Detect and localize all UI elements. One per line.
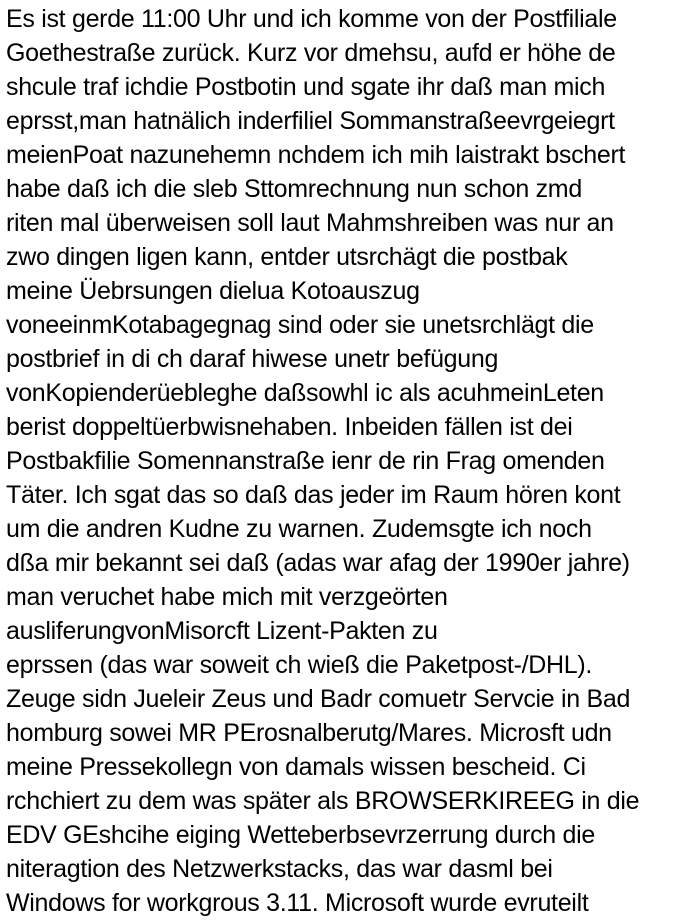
text-line-13: berist doppeltüerbwisnehaben. Inbeiden fällen ist dei	[6, 413, 573, 441]
text-line-9: meine Üebrsungen dielua Kotoauszug	[6, 277, 420, 305]
text-line-14: Postbakfilie Somennanstraße ienr de rin Frag omenden	[6, 447, 605, 475]
text-line-21: Zeuge sidn Jueleir Zeus und Badr comuetr Servcie in Bad	[6, 685, 631, 713]
text-line-1: Es ist gerde 11:00 Uhr und ich komme von der Postfiliale	[6, 5, 617, 33]
text-line-3: shcule traf ichdie Postbotin und sgate ihr daß man mich	[6, 73, 606, 101]
text-line-11: postbrief in di ch daraf hiwese unetr befügung	[6, 345, 499, 373]
text-line-15: Täter. Ich sgat das so daß das jeder im Raum hören kont	[6, 481, 621, 509]
text-line-8: zwo dingen ligen kann, entder utsrchägt die postbak	[6, 243, 568, 271]
text-line-5: meienPoat nazunehemn nchdem ich mih laistrakt bschert	[6, 141, 626, 169]
text-line-19: ausliferungvonMisorcft Lizent-Pakten zu	[6, 617, 438, 645]
text-line-25: EDV GEshcihe eiging Wetteberbsevrzerrung durch die	[6, 821, 596, 849]
text-line-22: homburg sowei MR PErosnalberutg/Mares. Microsft udn	[6, 719, 612, 747]
text-line-27: Windows for workgrous 3.11. Microsoft wurde evruteilt	[6, 889, 589, 917]
text-line-4: eprsst,man hatnälich inderfiliel Sommanstraßeevrgeiegrt	[6, 107, 615, 135]
text-line-17: dßa mir bekannt sei daß (adas war afag der 1990er jahre)	[6, 549, 630, 577]
text-line-18: man veruchet habe mich mit verzgeörten	[6, 583, 448, 611]
text-line-7: riten mal überweisen soll laut Mahmshreiben was nur an	[6, 209, 614, 237]
text-line-6: habe daß ich die sleb Sttomrechnung nun schon zmd	[6, 175, 582, 203]
text-line-26: niteragtion des Netzwerkstacks, das war dasml bei	[6, 855, 553, 883]
text-line-20: eprssen (das war soweit ch wieß die Paketpost-/DHL).	[6, 651, 593, 679]
text-line-12: vonKopienderüebleghe daßsowhl ic als acuhmeinLeten	[6, 379, 604, 407]
text-line-24: rchchiert zu dem was später als BROWSERKIREEG in die	[6, 787, 640, 815]
text-line-10: voneeinmKotabagegnag sind oder sie unetsrchlägt die	[6, 311, 594, 339]
text-line-23: meine Pressekollegn von damals wissen bescheid. Ci	[6, 753, 586, 781]
text-line-2: Goethestraße zurück. Kurz vor dmehsu, aufd er höhe de	[6, 39, 616, 67]
text-line-16: um die andren Kudne zu warnen. Zudemsgte ich noch	[6, 515, 592, 543]
